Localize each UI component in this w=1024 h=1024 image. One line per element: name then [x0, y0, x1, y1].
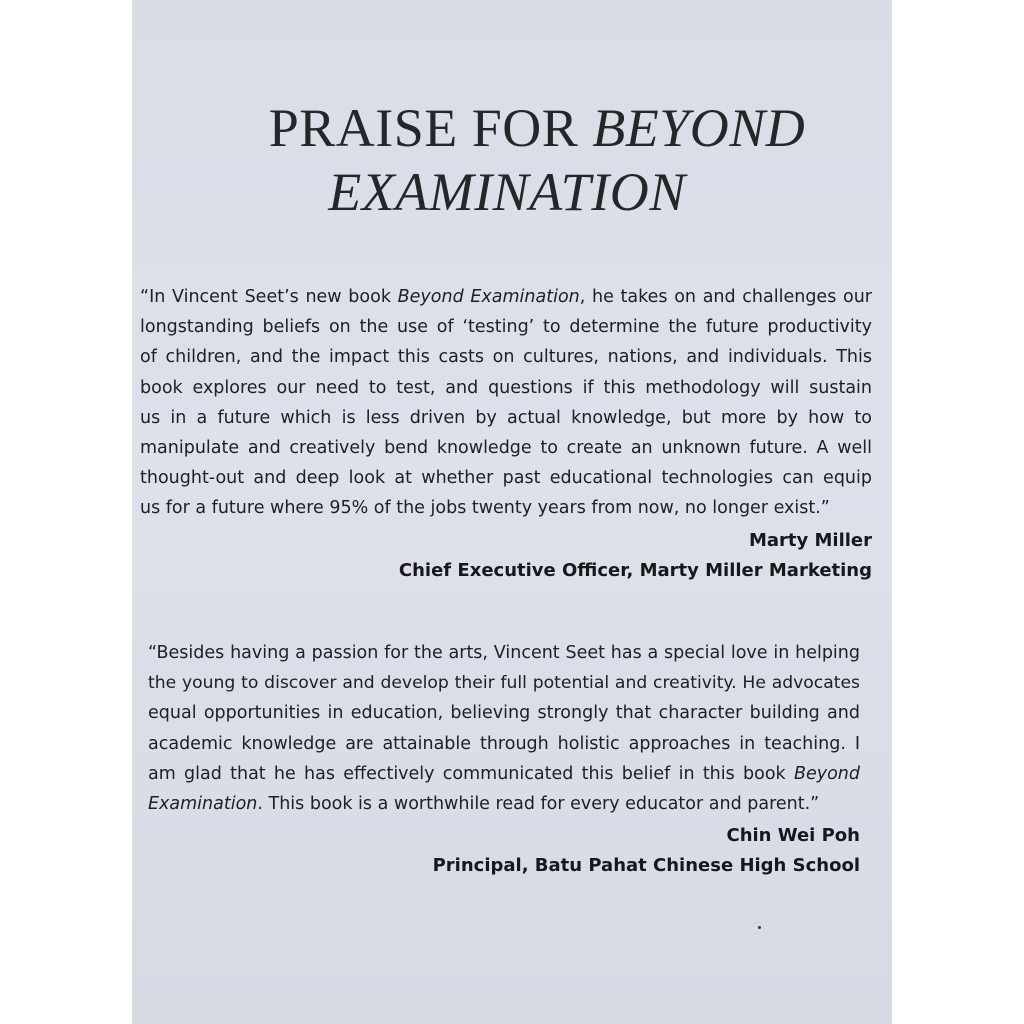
quote-text: equal opportunities in education, believing strongly that character building and: [148, 703, 860, 724]
quote-line: [148, 759, 860, 789]
quote-text: thought-out and deep look at whether past educational technologies can equip: [140, 468, 872, 489]
quote-line: [140, 493, 872, 523]
quote-text: of children, and the impact this casts on cultures, nations, and individuals. This: [140, 347, 872, 368]
quote-line: [148, 698, 860, 728]
title-line-2: [132, 160, 892, 224]
title-book-name-part-2: EXAMINATION: [328, 162, 686, 222]
title-prefix: PRAISE FOR: [268, 98, 593, 158]
testimonial-author-role: Chief Executive Officer, Marty Miller Marketing: [398, 559, 872, 581]
book-title-italic: Examination: [148, 793, 258, 814]
title-book-name-part-1: BEYOND: [592, 98, 806, 158]
quote-text: am glad that he has effectively communicated this belief in this book: [148, 763, 794, 784]
paper-speck: [758, 926, 761, 929]
title-line-1: [182, 96, 892, 160]
quote-text: us in a future which is less driven by actual knowledge, but more by how to: [140, 407, 872, 428]
testimonial-author: Chin Wei Poh: [726, 825, 860, 847]
quote-text: longstanding beliefs on the use of ‘testing’ to determine the future productivity: [140, 317, 872, 338]
quote-line: [140, 342, 872, 372]
book-page: [132, 0, 892, 1024]
quote-text: manipulate and creatively bend knowledge to create an unknown future. A well: [140, 437, 872, 458]
quote-line: [140, 282, 872, 312]
quote-text: us for a future where 95% of the jobs twenty years from now, no longer exist.”: [140, 498, 830, 519]
testimonial-2: [148, 638, 860, 881]
quote-line: [140, 373, 872, 403]
quote-text: , he takes on and challenges our: [579, 287, 872, 307]
book-title-italic: Beyond Examination: [397, 287, 580, 307]
quote-text: “In Vincent Seet’s new book: [140, 287, 398, 307]
testimonial-1: [140, 282, 872, 586]
quote-line: [148, 668, 860, 698]
quote-text: . This book is a worthwhile read for every educator and parent.”: [257, 793, 820, 814]
quote-line: [140, 403, 872, 433]
quote-line: [140, 463, 872, 493]
quote-line: [148, 729, 860, 759]
testimonial-author: Marty Miller: [748, 529, 872, 551]
quote-line: [148, 789, 860, 819]
quote-text: the young to discover and develop their full potential and creativity. He advocates: [148, 673, 860, 694]
quote-line: [140, 312, 872, 342]
testimonial-author-role: Principal, Batu Pahat Chinese High School: [432, 855, 860, 877]
quote-line: [140, 433, 872, 463]
quote-text: book explores our need to test, and questions if this methodology will sustain: [140, 377, 872, 398]
quote-text: “Besides having a passion for the arts, Vincent Seet has a special love in helping: [148, 643, 860, 663]
quote-text: academic knowledge are attainable through holistic approaches in teaching. I: [148, 733, 860, 754]
page-title: [132, 96, 892, 224]
quote-line: [148, 638, 860, 668]
book-title-italic: Beyond: [793, 763, 860, 784]
